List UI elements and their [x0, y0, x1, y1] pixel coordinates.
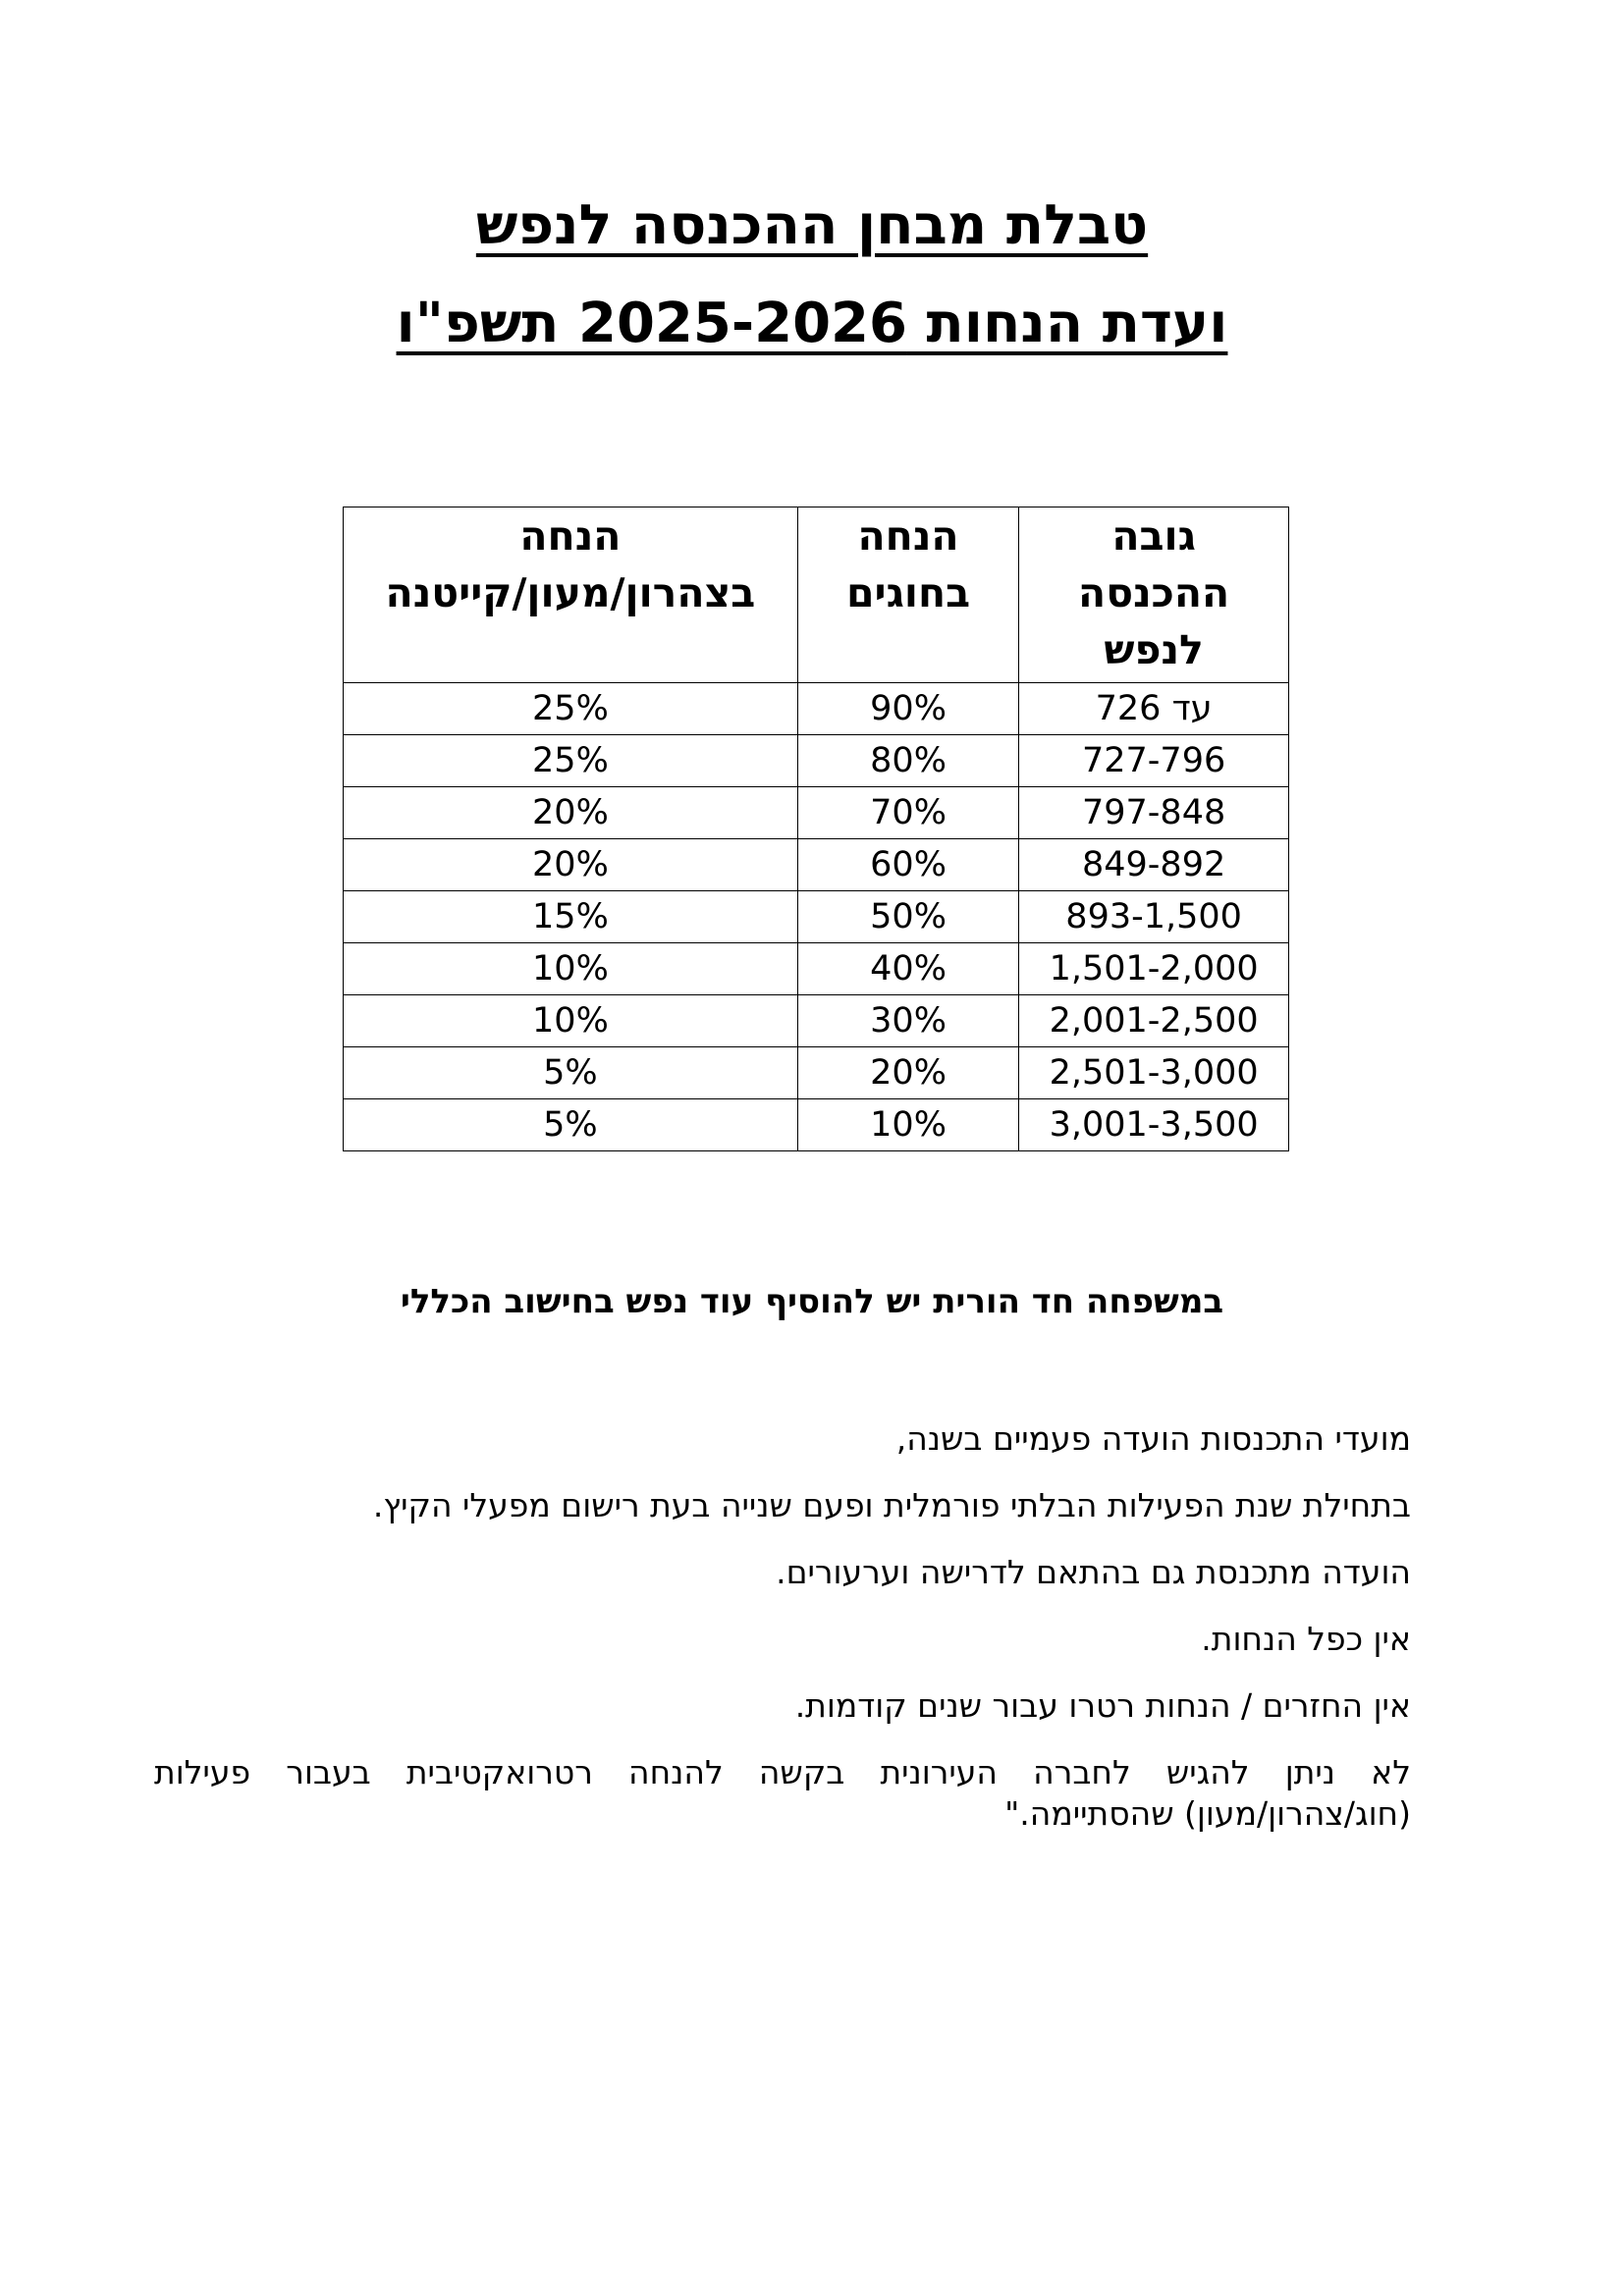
cell-daycare-discount: 25%: [344, 735, 798, 787]
cell-classes-discount: 20%: [797, 1047, 1018, 1099]
cell-income: 3,001-3,500: [1019, 1099, 1289, 1151]
cell-income: 2,501-3,000: [1019, 1047, 1289, 1099]
header-income-per-person: גובה ההכנסה לנפש: [1019, 507, 1289, 683]
info-line: אין החזרים / הנחות רטרו עבור שנים קודמות.: [794, 1686, 1411, 1725]
info-line: הועדה מתכנסת גם בהתאם לדרישה וערעורים.: [776, 1553, 1411, 1591]
info-line: מועדי התכנסות הועדה פעמיים בשנה,: [895, 1419, 1411, 1458]
cell-daycare-discount: 5%: [344, 1099, 798, 1151]
table-body: [344, 683, 1289, 1151]
table-header-row: [344, 507, 1289, 683]
cell-classes-discount: 50%: [797, 891, 1018, 943]
table-row: [344, 891, 1289, 943]
table-row: [344, 995, 1289, 1047]
cell-daycare-discount: 20%: [344, 839, 798, 891]
cell-income: 1,501-2,000: [1019, 943, 1289, 995]
cell-daycare-discount: 15%: [344, 891, 798, 943]
cell-daycare-discount: 10%: [344, 995, 798, 1047]
page-title: טבלת מבחן ההכנסה לנפש: [475, 193, 1149, 257]
table-row: [344, 735, 1289, 787]
cell-classes-discount: 90%: [797, 683, 1018, 735]
info-line: בתחילת שנת הפעילות הבלתי פורמלית ופעם שנייה בעת רישום מפעלי הקיץ.: [372, 1486, 1411, 1524]
info-list: [154, 1418, 1411, 1860]
cell-classes-discount: 10%: [797, 1099, 1018, 1151]
table-row: [344, 943, 1289, 995]
cell-daycare-discount: 5%: [344, 1047, 798, 1099]
page-subtitle: ועדת הנחות 2025-2026 תשפ"ו: [396, 292, 1228, 355]
cell-income: 797-848: [1019, 787, 1289, 839]
cell-daycare-discount: 20%: [344, 787, 798, 839]
cell-daycare-discount: 25%: [344, 683, 798, 735]
table-row: [344, 787, 1289, 839]
cell-income: 849-892: [1019, 839, 1289, 891]
table-row: [344, 1047, 1289, 1099]
header-daycare-discount: הנחה בצהרון/מעון/קייטנה: [344, 507, 798, 683]
cell-income: עד 726: [1019, 683, 1289, 735]
income-discount-table: [343, 507, 1289, 1151]
info-line: לא ניתן להגיש לחברה העירונית בקשה להנחה רטרואקטיבית בעבור פעילות (חוג/צהרון/מעון) שהסתיימה.": [154, 1753, 1411, 1833]
cell-classes-discount: 80%: [797, 735, 1018, 787]
single-parent-note: במשפחה חד הורית יש להוסיף עוד נפש בחישוב הכללי: [400, 1282, 1224, 1321]
cell-classes-discount: 30%: [797, 995, 1018, 1047]
cell-classes-discount: 60%: [797, 839, 1018, 891]
cell-classes-discount: 40%: [797, 943, 1018, 995]
table-row: [344, 1099, 1289, 1151]
cell-income: 727-796: [1019, 735, 1289, 787]
info-line: אין כפל הנחות.: [1201, 1620, 1411, 1658]
header-classes-discount: הנחה בחוגים: [797, 507, 1018, 683]
cell-daycare-discount: 10%: [344, 943, 798, 995]
table-row: [344, 683, 1289, 735]
cell-income: 2,001-2,500: [1019, 995, 1289, 1047]
cell-classes-discount: 70%: [797, 787, 1018, 839]
table-row: [344, 839, 1289, 891]
cell-income: 893-1,500: [1019, 891, 1289, 943]
